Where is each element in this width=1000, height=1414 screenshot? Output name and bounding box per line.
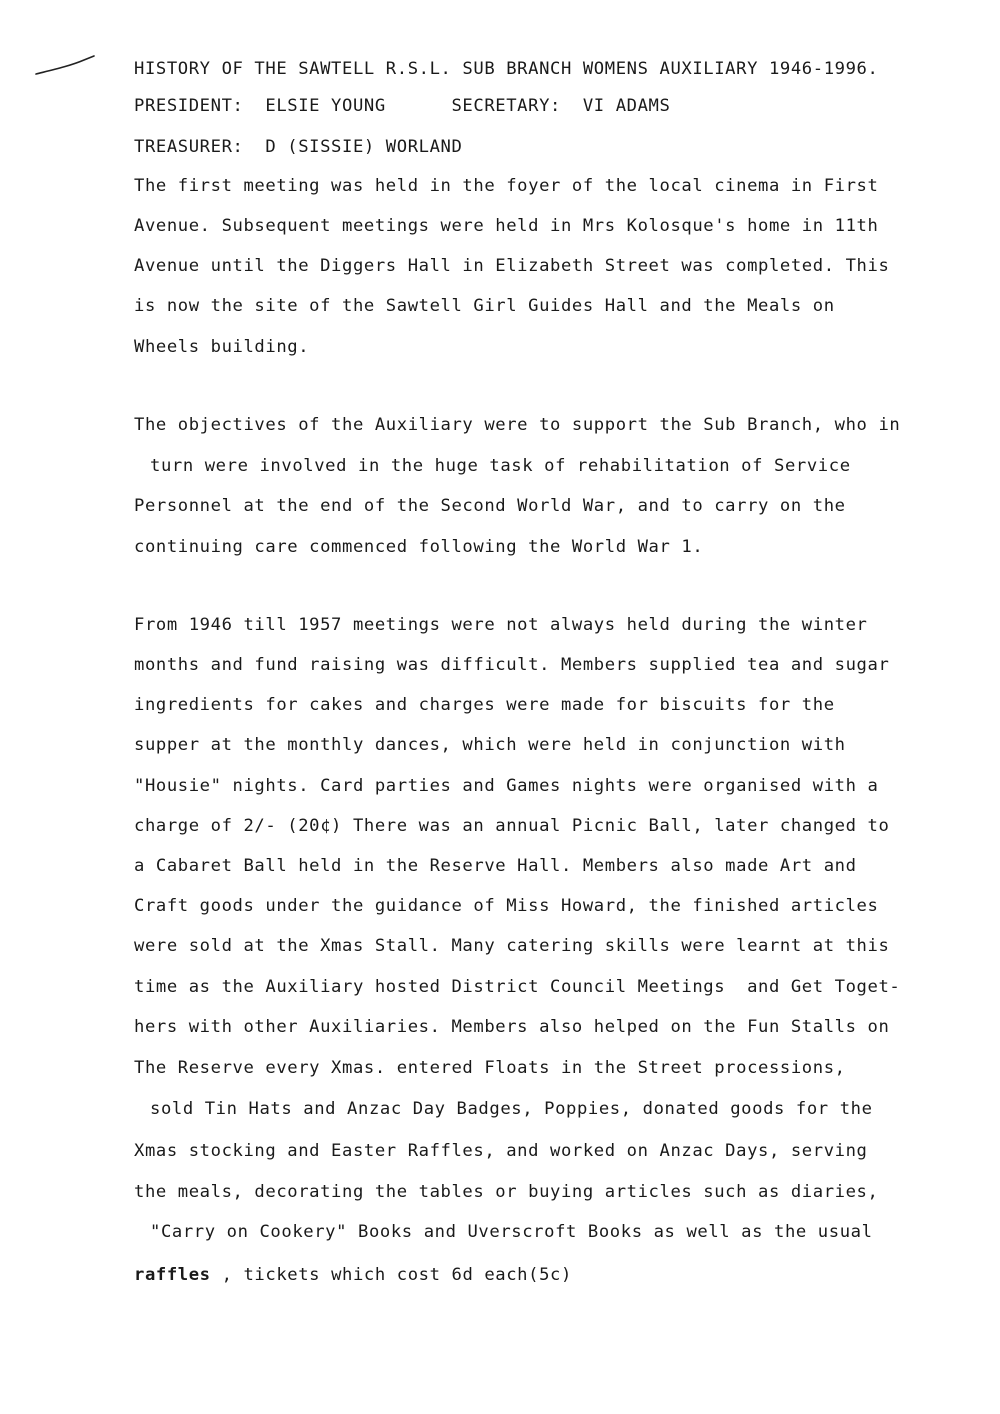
paragraph-1-line: is now the site of the Sawtell Girl Guides Hall and the Meals on: [134, 296, 835, 316]
paragraph-3-line: The Reserve every Xmas. entered Floats in the Street processions,: [134, 1058, 846, 1078]
paragraph-1-line: Avenue. Subsequent meetings were held in Mrs Kolosque's home in 11th: [134, 216, 879, 236]
paragraph-2-line: turn were involved in the huge task of rehabilitation of Service: [150, 456, 851, 476]
paragraph-3-line: supper at the monthly dances, which were held in conjunction with: [134, 735, 846, 755]
paragraph-2-line: The objectives of the Auxiliary were to support the Sub Branch, who in: [134, 415, 901, 435]
paragraph-3-line: "Carry on Cookery" Books and Uverscroft Books as well as the usual: [150, 1222, 873, 1242]
pen-stroke-mark: [34, 52, 98, 78]
paragraph-3-line: hers with other Auxiliaries. Members also helped on the Fun Stalls on: [134, 1017, 890, 1037]
paragraph-3-line: Xmas stocking and Easter Raffles, and worked on Anzac Days, serving: [134, 1141, 868, 1161]
paragraph-3-line: Craft goods under the guidance of Miss Howard, the finished articles: [134, 896, 879, 916]
paragraph-3-line: time as the Auxiliary hosted District Council Meetings and Get Toget-: [134, 977, 901, 997]
paragraph-1-line: Wheels building.: [134, 337, 310, 357]
treasurer-line: TREASURER: D (SISSIE) WORLAND: [134, 137, 463, 157]
paragraph-3-line: ingredients for cakes and charges were made for biscuits for the: [134, 695, 835, 715]
paragraph-3-line: the meals, decorating the tables or buying articles such as diaries,: [134, 1182, 879, 1202]
paragraph-3-line: "Housie" nights. Card parties and Games nights were organised with a: [134, 776, 879, 796]
document-title: HISTORY OF THE SAWTELL R.S.L. SUB BRANCH WOMENS AUXILIARY 1946-1996.: [134, 59, 879, 79]
paragraph-3-line: charge of 2/- (20¢) There was an annual Picnic Ball, later changed to: [134, 816, 890, 836]
paragraph-1-line: Avenue until the Diggers Hall in Elizabeth Street was completed. This: [134, 256, 890, 276]
paragraph-3-line: sold Tin Hats and Anzac Day Badges, Poppies, donated goods for the: [150, 1099, 873, 1119]
paragraph-3-line: months and fund raising was difficult. Members supplied tea and sugar: [134, 655, 890, 675]
paragraph-3-line: were sold at the Xmas Stall. Many catering skills were learnt at this: [134, 936, 890, 956]
paragraph-2-line: continuing care commenced following the World War 1.: [134, 537, 704, 557]
president-secretary-line: PRESIDENT: ELSIE YOUNG SECRETARY: VI ADAMS: [134, 96, 671, 116]
paragraph-3-last-line-rest: , tickets which cost 6d each(5c): [210, 1265, 572, 1285]
paragraph-2-line: Personnel at the end of the Second World War, and to carry on the: [134, 496, 846, 516]
paragraph-3-last-line: [134, 1264, 572, 1286]
paragraph-1-line: The first meeting was held in the foyer of the local cinema in First: [134, 176, 879, 196]
paragraph-3-line: a Cabaret Ball held in the Reserve Hall. Members also made Art and: [134, 856, 857, 876]
raffles-bold-word: raffles: [134, 1265, 211, 1285]
paragraph-3-line: From 1946 till 1957 meetings were not always held during the winter: [134, 615, 868, 635]
